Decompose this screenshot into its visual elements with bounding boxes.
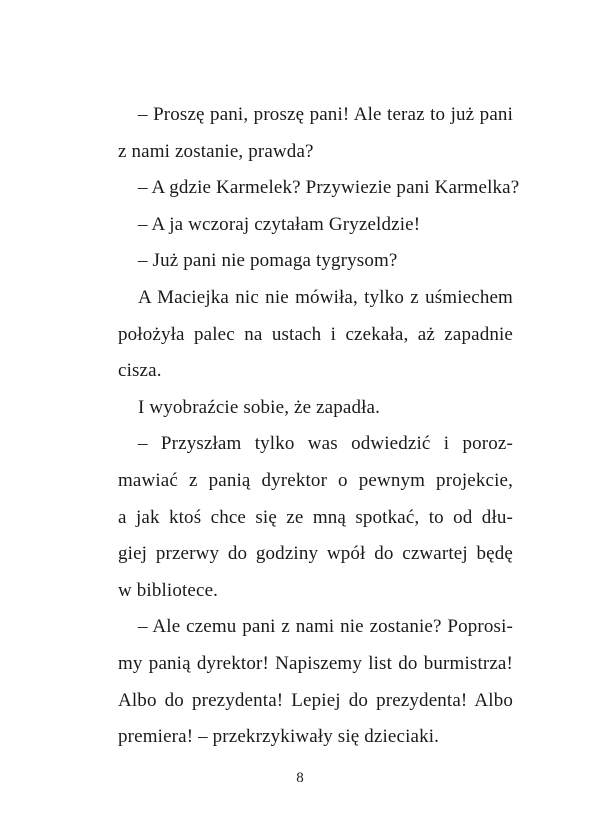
text-line: z nami zostanie, prawda? (118, 140, 314, 162)
text-line: cisza. (118, 360, 162, 382)
text-line: – Przyszłam tylko was odwiedzić i poroz- (138, 433, 513, 455)
text-line: – Już pani nie pomaga tygrysom? (138, 250, 398, 272)
text-line: – Ale czemu pani z nami nie zostanie? Poprosi- (138, 616, 513, 638)
text-line: giej przerwy do godziny wpół do czwartej będę (118, 543, 513, 565)
text-line: w bibliotece. (118, 579, 219, 601)
body-text (118, 97, 520, 756)
text-line: – A ja wczoraj czytałam Gryzeldzie! (138, 213, 421, 235)
text-line: położyła palec na ustach i czekała, aż zapadnie (118, 323, 513, 345)
text-line: a jak ktoś chce się ze mną spotkać, to od dłu- (118, 506, 513, 528)
text-line: I wyobraźcie sobie, że zapadła. (138, 396, 381, 418)
text-line: premiera! – przekrzykiwały się dzieciaki. (118, 726, 440, 748)
text-line: Albo do prezydenta! Lepiej do prezydenta! Albo (118, 689, 513, 711)
text-line: A Maciejka nic nie mówiła, tylko z uśmiechem (138, 286, 513, 308)
text-line: – A gdzie Karmelek? Przywiezie pani Karmelka? (138, 177, 520, 199)
text-line: – Proszę pani, proszę pani! Ale teraz to już pani (138, 104, 513, 125)
page-number: 8 (296, 770, 304, 786)
text-line: my panią dyrektor! Napiszemy list do burmistrza! (118, 652, 513, 674)
text-line: mawiać z panią dyrektor o pewnym projekcie, (118, 469, 513, 491)
